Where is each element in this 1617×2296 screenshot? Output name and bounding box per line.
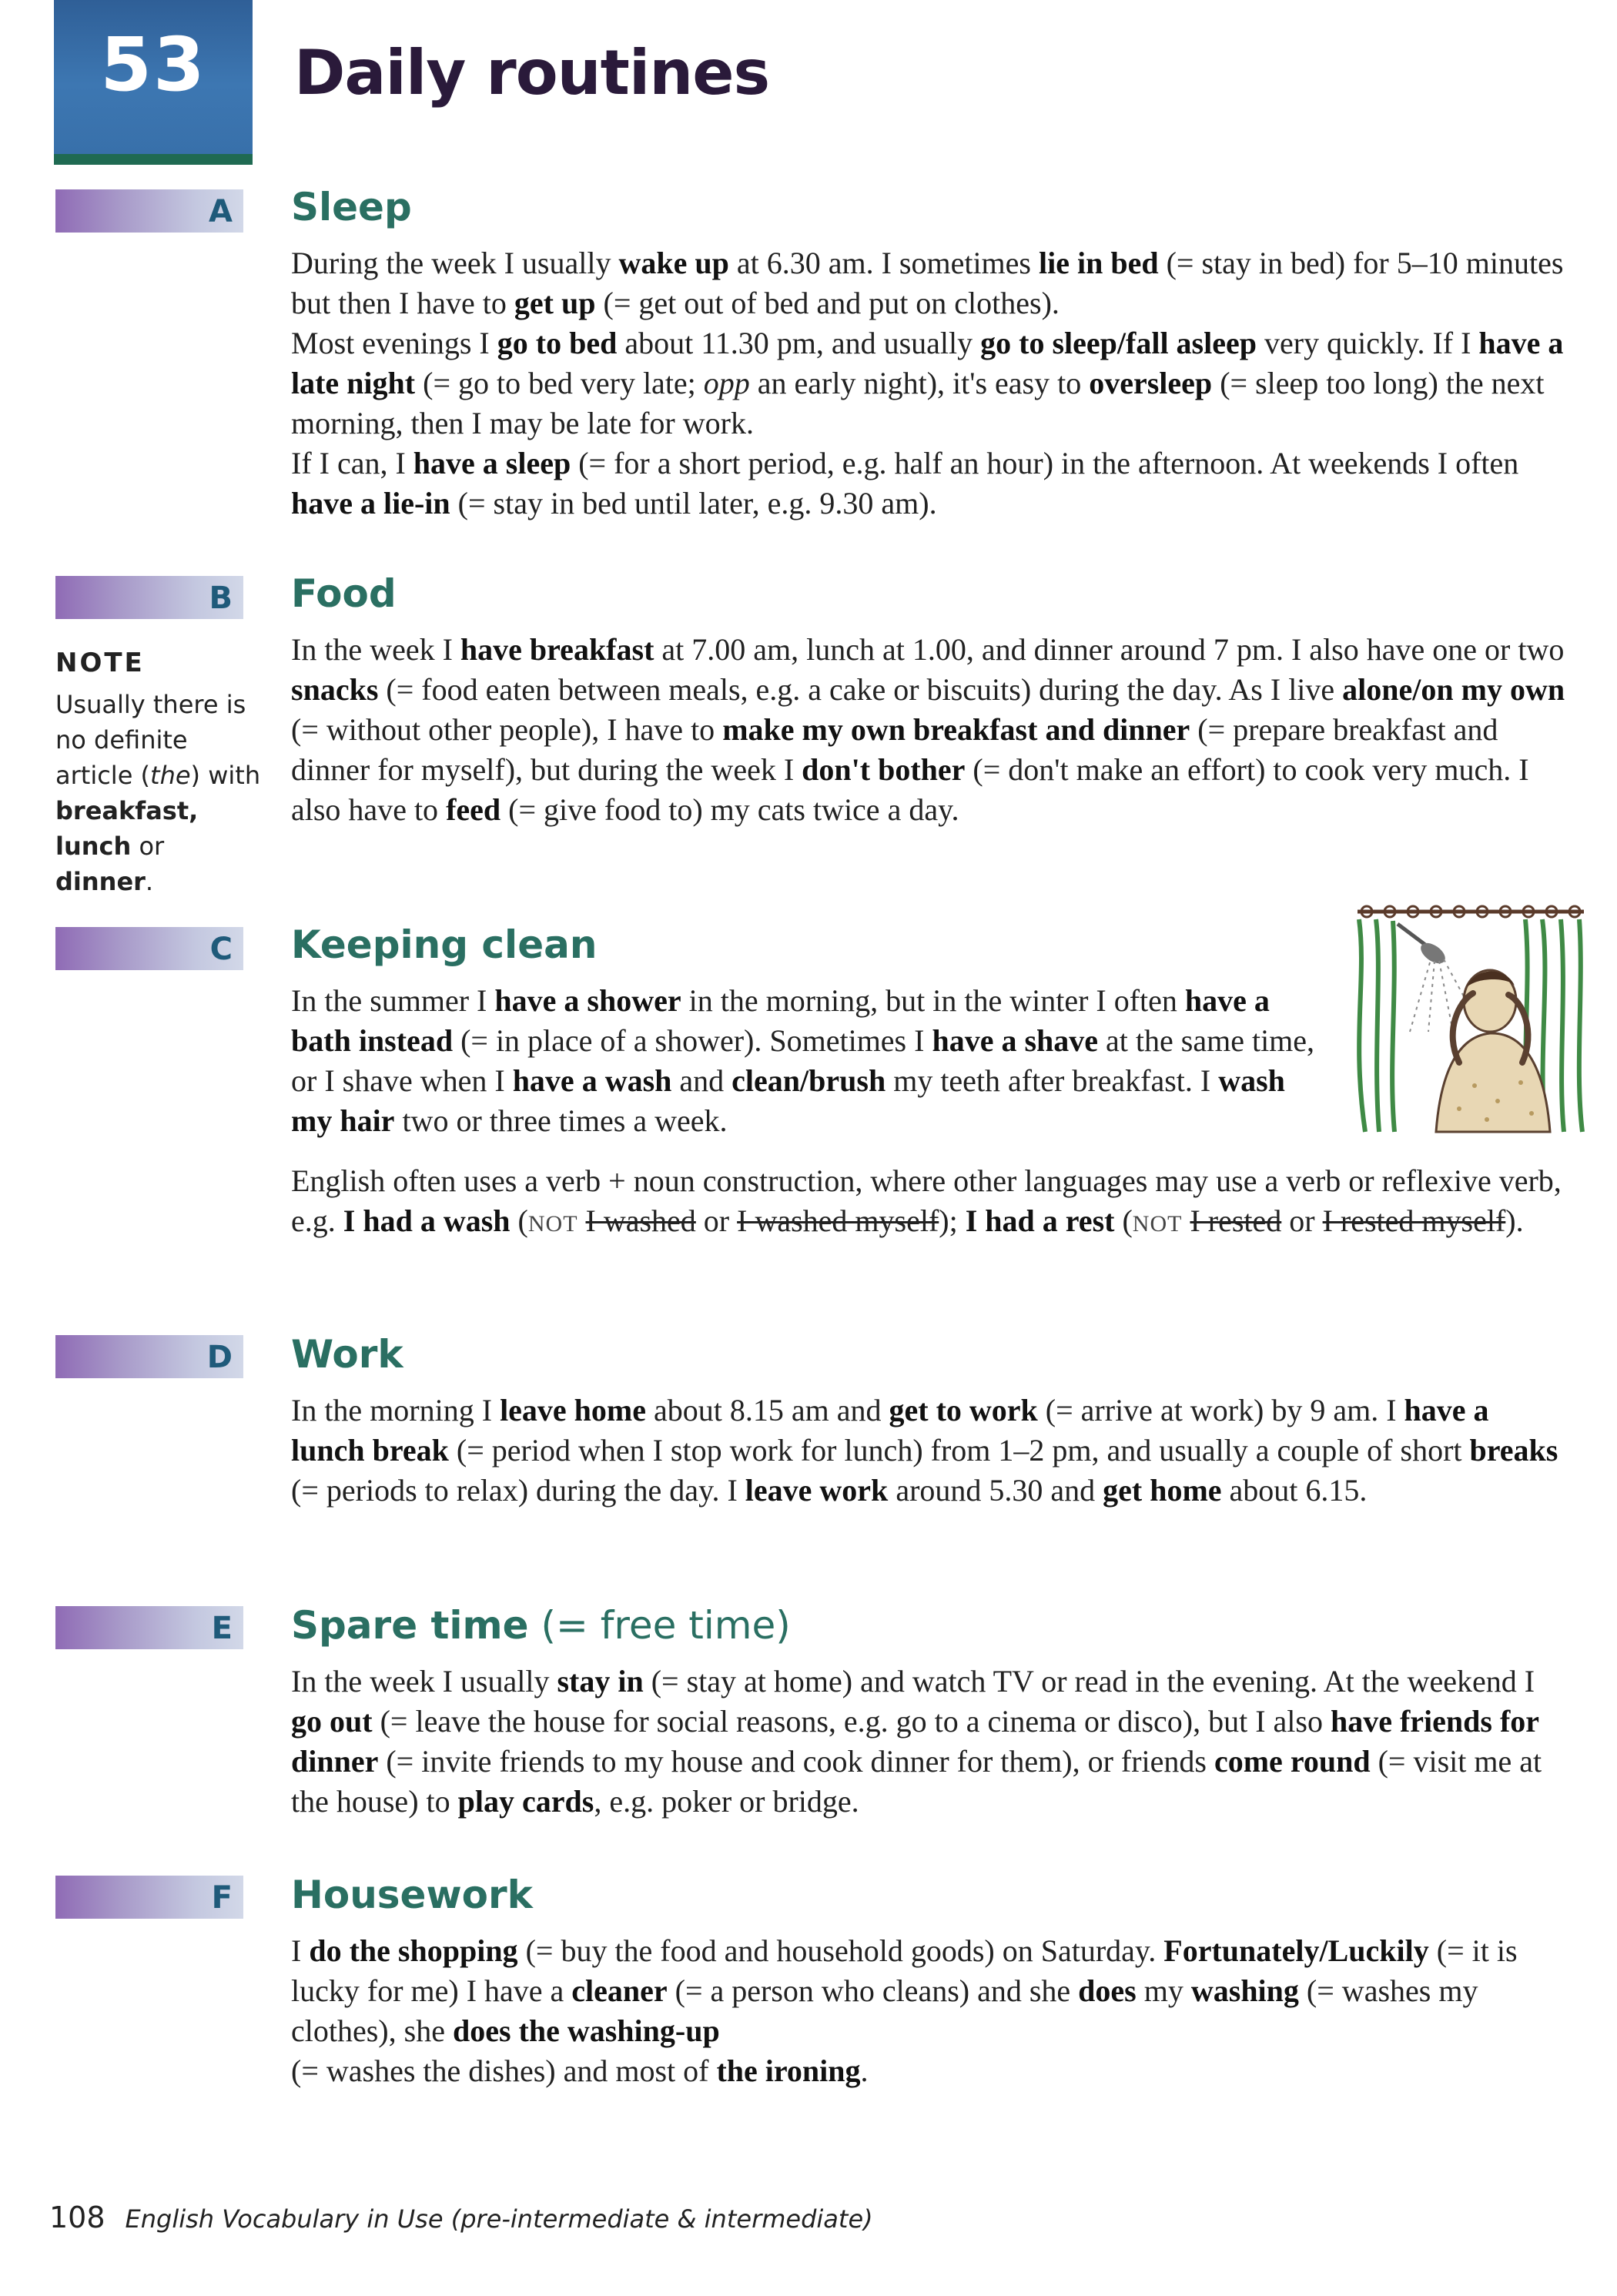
text-run: at 7.00 am, lunch at 1.00, and dinner around 7 pm. I also have one or two bbox=[654, 632, 1565, 667]
text-run: my teeth after breakfast. I bbox=[886, 1063, 1219, 1098]
text-run: my bbox=[1136, 1973, 1191, 2008]
key-phrase: wake up bbox=[618, 246, 729, 280]
key-phrase: come round bbox=[1214, 1744, 1371, 1779]
section-letter-f: F bbox=[211, 1880, 233, 1916]
key-phrase: have a late night bbox=[291, 326, 1564, 400]
text-run: and bbox=[671, 1063, 732, 1098]
section-heading-spare-time-gloss: (= free time) bbox=[528, 1603, 791, 1648]
key-phrase: get up bbox=[514, 286, 596, 320]
text-run: two or three times a week. bbox=[394, 1103, 728, 1138]
key-phrase: wash my hair bbox=[291, 1063, 1285, 1138]
text-run: (= it is lucky for me) I have a bbox=[291, 1933, 1518, 2008]
key-phrase: have a shower bbox=[494, 983, 681, 1018]
text-run: (= visit me at the house) to bbox=[291, 1744, 1542, 1819]
text-run: , e.g. poker or bridge. bbox=[594, 1784, 859, 1819]
text-run bbox=[1182, 1203, 1190, 1238]
key-phrase: oversleep bbox=[1089, 366, 1213, 400]
section-heading-housework: Housework bbox=[291, 1873, 533, 1917]
text-run: (= stay in bed until later, e.g. 9.30 am). bbox=[450, 486, 937, 520]
text-run: . bbox=[145, 867, 154, 896]
text-run: English often uses a verb + noun construction, where other languages may use a verb or reflexive verb, e.g. bbox=[291, 1163, 1562, 1238]
text-run: (= periods to relax) during the day. I bbox=[291, 1473, 745, 1508]
text-run: about 6.15. bbox=[1221, 1473, 1368, 1508]
shower-head-icon bbox=[1398, 924, 1448, 968]
key-phrase: I had a rest bbox=[965, 1203, 1115, 1238]
section-heading-spare-time-main: Spare time bbox=[291, 1603, 529, 1648]
text-run: about 11.30 pm, and usually bbox=[617, 326, 981, 360]
key-phrase: do the shopping bbox=[309, 1933, 518, 1968]
text-run: ( bbox=[1114, 1203, 1133, 1238]
text-run: (= invite friends to my house and cook dinner for them), or friends bbox=[378, 1744, 1214, 1779]
section-heading-food: Food bbox=[291, 571, 397, 616]
key-phrase: lunch bbox=[55, 832, 132, 861]
key-phrase: go to bed bbox=[497, 326, 618, 360]
text-run: In the week I usually bbox=[291, 1664, 557, 1699]
text-run bbox=[578, 1203, 586, 1238]
section-body-sleep bbox=[291, 243, 1569, 524]
key-phrase: go to sleep/fall asleep bbox=[980, 326, 1257, 360]
text-run: I bbox=[291, 1933, 310, 1968]
key-phrase: alone/on my own bbox=[1342, 672, 1565, 707]
text-run: (= stay at home) and watch TV or read in the evening. At the weekend I bbox=[643, 1664, 1535, 1699]
page-footer bbox=[49, 2201, 873, 2234]
text-run: about 8.15 am and bbox=[646, 1393, 889, 1427]
section-tab-e bbox=[55, 1606, 243, 1649]
key-phrase: have a shave bbox=[932, 1023, 1099, 1058]
text-run: ( bbox=[510, 1203, 528, 1238]
text-run: (= stay in bed) for 5–10 minutes but then I have to bbox=[291, 246, 1564, 320]
page-number: 108 bbox=[49, 2201, 105, 2234]
text-run: at 6.30 am. I sometimes bbox=[728, 246, 1039, 280]
text-run: (= period when I stop work for lunch) from 1–2 pm, and usually a couple of short bbox=[448, 1433, 1470, 1468]
key-phrase: go out bbox=[291, 1704, 373, 1739]
key-phrase: have a sleep bbox=[413, 446, 571, 480]
text-run: (= without other people), I have to bbox=[291, 712, 723, 747]
key-phrase: have a wash bbox=[512, 1063, 672, 1098]
section-letter-c: C bbox=[209, 932, 233, 967]
text-run: at the same time, or I shave when I bbox=[291, 1023, 1315, 1098]
text-run: During the week I usually bbox=[291, 246, 619, 280]
key-phrase: leave home bbox=[500, 1393, 647, 1427]
text-run: (= don't make an effort) to cook very much. I also have to bbox=[291, 752, 1529, 827]
text-run: . bbox=[860, 2053, 869, 2088]
book-title: English Vocabulary in Use (pre-intermediate & intermediate) bbox=[125, 2204, 873, 2234]
key-phrase: does bbox=[1078, 1973, 1137, 2008]
key-phrase: cleaner bbox=[571, 1973, 668, 2008]
section-heading-work: Work bbox=[291, 1332, 403, 1377]
key-phrase: dinner bbox=[55, 867, 146, 896]
text-run: (= buy the food and household goods) on Saturday. bbox=[517, 1933, 1164, 1968]
text-run: (= in place of a shower). Sometimes I bbox=[453, 1023, 932, 1058]
key-phrase: snacks bbox=[291, 672, 379, 707]
text-run: In the summer I bbox=[291, 983, 495, 1018]
text-run: (= a person who cleans) and she bbox=[667, 1973, 1079, 2008]
text-run: very quickly. If I bbox=[1257, 326, 1479, 360]
text-run: (= washes the dishes) and most of bbox=[291, 2053, 717, 2088]
section-heading-sleep: Sleep bbox=[291, 185, 412, 229]
shower-illustration bbox=[1344, 901, 1598, 1140]
unit-title: Daily routines bbox=[294, 37, 770, 109]
key-phrase: have friends for dinner bbox=[291, 1704, 1539, 1779]
note-body bbox=[55, 687, 263, 899]
text-run: ) with bbox=[190, 761, 261, 790]
person-showering-icon bbox=[1436, 970, 1550, 1132]
note-heading: NOTE bbox=[55, 648, 145, 678]
key-phrase: get home bbox=[1103, 1473, 1222, 1508]
italic-text: opp bbox=[703, 366, 750, 400]
struck-out-text: I washed bbox=[585, 1203, 696, 1238]
text-run: In the morning I bbox=[291, 1393, 500, 1427]
text-run: In the week I bbox=[291, 632, 460, 667]
text-run: or bbox=[131, 832, 165, 861]
section-body-housework bbox=[291, 1931, 1569, 2091]
italic-text: the bbox=[150, 761, 191, 790]
text-run: (= washes my clothes), she bbox=[291, 1973, 1478, 2048]
margin-note bbox=[55, 645, 263, 899]
section-tab-c bbox=[55, 927, 243, 970]
section-letter-d: D bbox=[206, 1340, 233, 1375]
key-phrase: make my own breakfast and dinner bbox=[722, 712, 1190, 747]
key-phrase: don't bother bbox=[802, 752, 966, 787]
section-tab-b bbox=[55, 576, 243, 619]
text-run: If I can, I bbox=[291, 446, 413, 480]
section-tab-f bbox=[55, 1876, 243, 1919]
text-run: in the morning, but in the winter I often bbox=[681, 983, 1185, 1018]
key-phrase: have a lunch break bbox=[291, 1393, 1489, 1468]
text-run: (= arrive at work) by 9 am. I bbox=[1037, 1393, 1404, 1427]
section-heading-keeping-clean: Keeping clean bbox=[291, 922, 598, 967]
section-letter-b: B bbox=[209, 581, 233, 616]
text-run: or bbox=[1281, 1203, 1323, 1238]
section-body-food bbox=[291, 630, 1569, 830]
text-run: Usually there is no definite article ( bbox=[55, 690, 246, 790]
key-phrase: washing bbox=[1190, 1973, 1299, 2008]
key-phrase: feed bbox=[446, 792, 501, 827]
section-letter-e: E bbox=[211, 1611, 233, 1646]
key-phrase: get to work bbox=[889, 1393, 1038, 1427]
struck-out-text: I washed myself bbox=[737, 1203, 939, 1238]
section-body-work bbox=[291, 1391, 1569, 1511]
text-run: ). bbox=[1505, 1203, 1524, 1238]
section-letter-a: A bbox=[209, 194, 233, 229]
key-phrase: stay in bbox=[557, 1664, 644, 1699]
key-phrase: have breakfast bbox=[460, 632, 654, 667]
text-run: (= for a short period, e.g. half an hour) in the afternoon. At weekends I often bbox=[571, 446, 1519, 480]
unit-number-box bbox=[54, 0, 253, 154]
text-run: (= prepare breakfast and dinner for myself), but during the week I bbox=[291, 712, 1498, 787]
section-tab-a bbox=[55, 189, 243, 233]
key-phrase: I had a wash bbox=[343, 1203, 511, 1238]
key-phrase: have a lie-in bbox=[291, 486, 450, 520]
struck-out-text: I rested myself bbox=[1322, 1203, 1506, 1238]
key-phrase: breaks bbox=[1469, 1433, 1558, 1468]
key-phrase: lie in bed bbox=[1039, 246, 1159, 280]
text-run: (= food eaten between meals, e.g. a cake or biscuits) during the day. As I live bbox=[378, 672, 1343, 707]
key-phrase: have a bath instead bbox=[291, 983, 1270, 1058]
key-phrase: Fortunately/Luckily bbox=[1163, 1933, 1429, 1968]
text-run: (= get out of bed and put on clothes). bbox=[595, 286, 1060, 320]
shower-curtain-rail bbox=[1358, 906, 1584, 917]
small-caps-text: NOT bbox=[1132, 1211, 1183, 1237]
text-run: Most evenings I bbox=[291, 326, 497, 360]
struck-out-text: I rested bbox=[1190, 1203, 1282, 1238]
text-run: (= go to bed very late; bbox=[415, 366, 704, 400]
section-body-spare-time bbox=[291, 1662, 1569, 1822]
key-phrase: the ironing bbox=[716, 2053, 861, 2088]
section-body-keeping-clean bbox=[291, 981, 1332, 1141]
key-phrase: play cards bbox=[457, 1784, 594, 1819]
section-tab-d bbox=[55, 1335, 243, 1378]
text-run: (= sleep too long) the next morning, then I may be late for work. bbox=[291, 366, 1545, 440]
key-phrase: leave work bbox=[745, 1473, 889, 1508]
text-run: an early night), it's easy to bbox=[749, 366, 1090, 400]
text-run: (= leave the house for social reasons, e.g. go to a cinema or disco), but I also bbox=[372, 1704, 1331, 1739]
text-run: around 5.30 and bbox=[888, 1473, 1103, 1508]
unit-number: 53 bbox=[100, 22, 206, 108]
text-run: or bbox=[695, 1203, 738, 1238]
text-run: ); bbox=[939, 1203, 966, 1238]
unit-number-underline bbox=[54, 154, 253, 165]
text-run: (= give food to) my cats twice a day. bbox=[500, 792, 959, 827]
small-caps-text: NOT bbox=[527, 1211, 578, 1237]
key-phrase: clean/brush bbox=[732, 1063, 886, 1098]
section-heading-spare-time bbox=[291, 1603, 791, 1648]
section-note-verb-noun bbox=[291, 1161, 1569, 1244]
key-phrase: does the washing-up bbox=[452, 2013, 720, 2048]
key-phrase: breakfast, bbox=[55, 796, 199, 825]
